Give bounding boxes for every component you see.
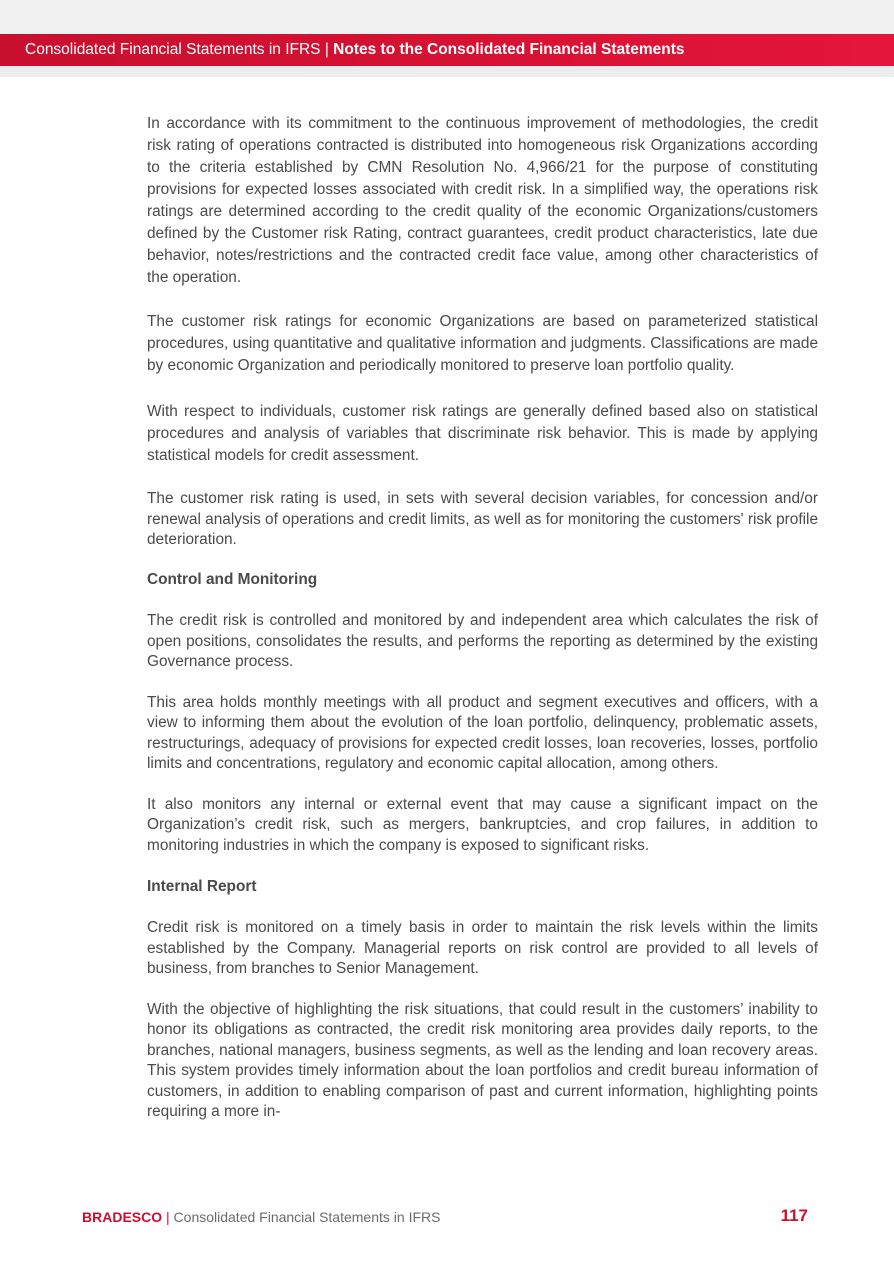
header-title-right: Notes to the Consolidated Financial Statements: [333, 41, 685, 58]
paragraph-daily-reports: With the objective of highlighting the risk situations, that could result in the customers’ inability to honor its obligations as contracted, the credit risk monitoring area provides daily reports, to the branches, national managers, business segments, as well as the lending and loan recovery areas. This system provides timely information about the loan portfolios and credit bureau information of customers, in addition to enabling comparison of past and current information, highlighting points requiring a more in-: [147, 1000, 818, 1121]
paragraph-event-monitoring: It also monitors any internal or external event that may cause a significant impact on the Organization’s credit risk, such as mergers, bankruptcies, and crop failures, in addition to monitoring industries in which the company is exposed to significant risks.: [147, 795, 818, 854]
paragraph-monthly-meetings: This area holds monthly meetings with all product and segment executives and officers, with a view to informing them about the evolution of the loan portfolio, delinquency, problematic assets, restructurings, adequacy of provisions for expected credit losses, loan recoveries, losses, portfolio limits and concentrations, regulatory and economic capital allocation, among others.: [147, 693, 818, 773]
page-number: 117: [780, 1206, 808, 1225]
paragraph-credit-risk-rating: In accordance with its commitment to the continuous improvement of methodologies, the credit risk rating of operations contracted is distributed into homogeneous risk Organizations according to the criteria established by CMN Resolution No. 4,966/21 for the purpose of constituting provisions for expected losses associated with credit risk. In a simplified way, the operations risk ratings are determined according to the credit quality of the economic Organizations/customers defined by the Customer risk Rating, contract guarantees, credit product characteristics, late due behavior, notes/restrictions and the contracted credit face value, among other characteristics of the operation.: [147, 115, 818, 286]
paragraph-independent-area: The credit risk is controlled and monitored by and independent area which calculates the risk of open positions, consolidates the results, and performs the reporting as determined by the existing Governance process.: [147, 612, 818, 671]
footer-brand: BRADESCO: [82, 1209, 163, 1225]
page-body: [147, 113, 818, 1123]
paragraph-timely-monitoring: Credit risk is monitored on a timely basis in order to maintain the risk levels within the limits established by the Company. Managerial reports on risk control are provided to all levels of business, from branches to Senior Management.: [147, 919, 818, 978]
header-title-left: Consolidated Financial Statements in IFRS: [25, 41, 321, 58]
header-separator: |: [320, 41, 334, 58]
header-underline-band: [0, 66, 894, 77]
page-header-bar: [0, 34, 894, 66]
top-margin-strip: [0, 0, 894, 34]
page-footer: [82, 1206, 808, 1229]
paragraph-risk-rating-use: The customer risk rating is used, in sets with several decision variables, for concession and/or renewal analysis of operations and credit limits, as well as for monitoring the customers' risk profile deterioration.: [147, 490, 819, 549]
heading-internal-report: Internal Report: [147, 878, 257, 896]
footer-title: Consolidated Financial Statements in IFRS: [173, 1209, 441, 1225]
paragraph-customer-risk-ratings: The customer risk ratings for economic Organizations are based on parameterized statistical procedures, using quantitative and qualitative information and judgments. Classifications are made by economic Organization and periodically monitored to preserve loan portfolio quality.: [147, 313, 818, 374]
heading-control-and-monitoring: Control and Monitoring: [147, 571, 318, 589]
footer-separator: |: [162, 1209, 174, 1225]
paragraph-individuals: With respect to individuals, customer risk ratings are generally defined based also on statistical procedures and analysis of variables that discriminate risk behavior. This is made by applying statistical models for credit assessment.: [147, 403, 818, 464]
